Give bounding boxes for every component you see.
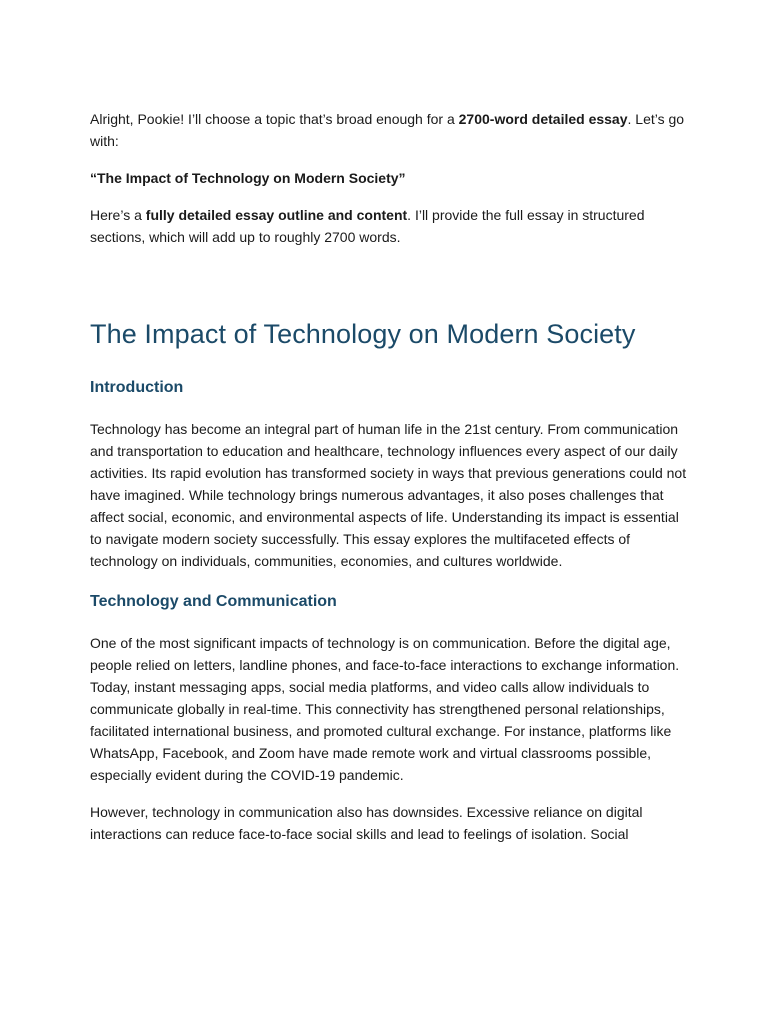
intro-text-1: Alright, Pookie! I’ll choose a topic that’s broad enough for a <box>90 111 459 127</box>
topic-quote-text: “The Impact of Technology on Modern Society” <box>90 170 406 186</box>
section-heading-communication: Technology and Communication <box>90 593 337 610</box>
intro-text-2: . Let’s go with: <box>90 111 685 149</box>
intro-paragraph <box>90 108 690 152</box>
topic-quote <box>90 167 690 189</box>
introduction-paragraph: Technology has become an integral part of human life in the 21st century. From communication and transportation to education and healthcare, technology influences every aspect of our daily activities. Its rapid evolution has transformed society in ways that previous generations could not have imagined. While technology brings numerous advantages, it also poses challenges that affect social, economic, and environmental aspects of life. Understanding its impact is essential to navigate modern society successfully. This essay explores the multifaceted effects of technology on individuals, communities, economies, and cultures worldwide. <box>90 421 687 569</box>
intro-bold-text: 2700-word detailed essay <box>458 111 628 127</box>
essay-title: The Impact of Technology on Modern Society <box>90 319 636 349</box>
outline-text-2: . I’ll provide the full essay in structured sections, which will add up to roughly 2700 words. <box>90 207 645 245</box>
communication-paragraph-2: However, technology in communication also has downsides. Excessive reliance on digital interactions can reduce face-to-face social skills and lead to feelings of isolation. Social <box>90 804 643 842</box>
outline-paragraph <box>90 204 690 248</box>
outline-text-1: Here’s a <box>90 207 146 223</box>
outline-bold-text: fully detailed essay outline and content <box>145 207 408 223</box>
communication-paragraph-1: One of the most significant impacts of technology is on communication. Before the digital age, people relied on letters, landline phones, and face-to-face interactions to exchange information. Today, instant messaging apps, social media platforms, and video calls allow individuals to communicate globally in real-time. This connectivity has strengthened personal relationships, facilitated international business, and promoted cultural exchange. For instance, platforms like WhatsApp, Facebook, and Zoom have made remote work and virtual classrooms possible, especially evident during the COVID-19 pandemic. <box>90 635 680 783</box>
section-heading-introduction: Introduction <box>90 379 184 396</box>
document-page <box>90 108 690 845</box>
